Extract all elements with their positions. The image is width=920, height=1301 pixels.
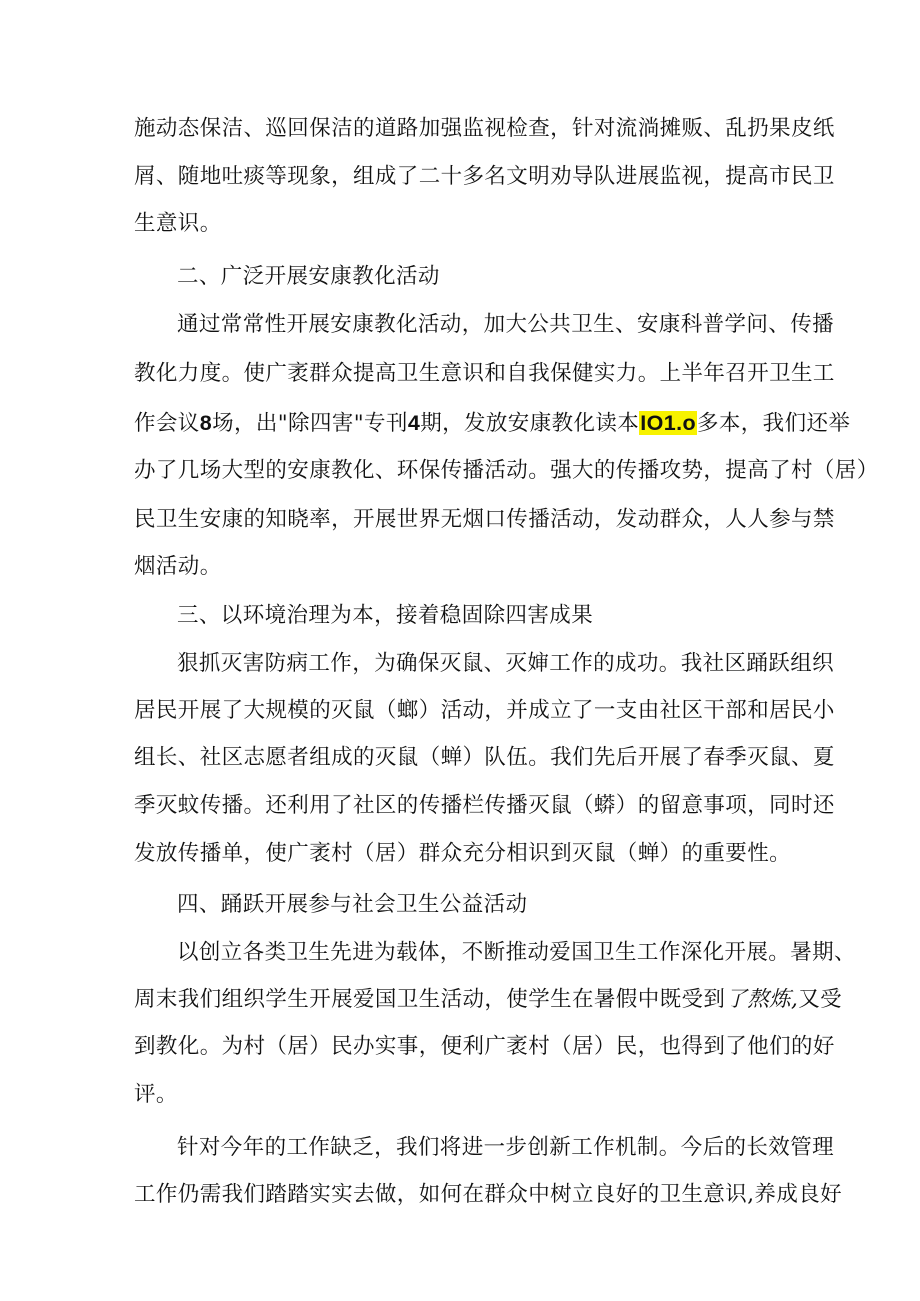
text-line: 组长、社区志愿者组成的灭鼠（蝉）队伍。我们先后开展了春季灭鼠、夏 — [134, 745, 835, 770]
text-line: 发放传播单，使广袤村（居）群众充分相识到灭鼠（蝉）的重要性。 — [134, 841, 792, 866]
text-line-mixed — [134, 408, 850, 439]
text-line: 屑、随地吐痰等现象，组成了二十多名文明劝导队进展监视，提高市民卫 — [134, 164, 835, 189]
text-line: 针对今年的工作缺乏，我们将进一步创新工作机制。今后的长效管理 — [177, 1135, 835, 1160]
text-line: 到教化。为村（居）民办实事，便利广袤村（居）民，也得到了他们的好 — [134, 1034, 835, 1059]
text-line: 生意识。 — [134, 211, 222, 236]
text-line: 烟活动。 — [134, 554, 222, 579]
text-segment: 又受 — [798, 987, 843, 1012]
text-line: 教化力度。使广袤群众提高卫生意识和自我保健实力。上半年召开卫生工 — [134, 361, 835, 386]
text-line-mixed — [134, 985, 842, 1015]
text-line: 工作仍需我们踏踏实实去做，如何在群众中树立良好的卫生意识,养成良好 — [134, 1182, 843, 1207]
highlighted-number: IO1.o — [640, 411, 696, 435]
section-heading: 二、广泛开展安康教化活动 — [177, 264, 440, 289]
meeting-count: 8 — [199, 411, 213, 435]
italic-segment: 了熬炼, — [725, 987, 799, 1012]
text-line: 评。 — [134, 1082, 178, 1107]
text-line: 居民开展了大规模的灭鼠（螂）活动，并成立了一支由社区干部和居民小 — [134, 698, 835, 723]
text-segment: 期，发放安康教化读本 — [420, 411, 640, 436]
text-line: 民卫生安康的知晓率，开展世界无烟口传播活动，发动群众，人人参与禁 — [134, 507, 835, 532]
text-segment: 场，出"除四害"专刊 — [212, 411, 408, 436]
text-line: 办了几场大型的安康教化、环保传播活动。强大的传播攻势，提高了村（居） — [134, 458, 879, 483]
issue-count: 4 — [407, 411, 421, 435]
text-line: 施动态保洁、巡回保洁的道路加强监视检查，针对流淌摊贩、乱扔果皮纸 — [134, 116, 835, 141]
section-heading: 三、以环境治理为本，接着稳固除四害成果 — [177, 603, 594, 628]
section-heading: 四、踊跃开展参与社会卫生公益活动 — [177, 892, 528, 917]
text-line: 季灭蚊传播。还利用了社区的传播栏传播灭鼠（蟒）的留意事项，同时还 — [134, 793, 835, 818]
text-segment: 周末我们组织学生开展爱国卫生活动，使学生在暑假中既受到 — [134, 987, 726, 1012]
text-line: 狠抓灭害防病工作，为确保灭鼠、灭婶工作的成功。我社区踊跃组织 — [177, 651, 835, 676]
text-segment: 多本，我们还举 — [696, 411, 851, 436]
text-segment: 作会议 — [134, 411, 200, 436]
text-line: 以创立各类卫生先进为载体，不断推动爱国卫生工作深化开展。暑期、 — [177, 940, 856, 965]
text-line: 通过常常性开展安康教化活动，加大公共卫生、安康科普学问、传播 — [177, 312, 835, 337]
